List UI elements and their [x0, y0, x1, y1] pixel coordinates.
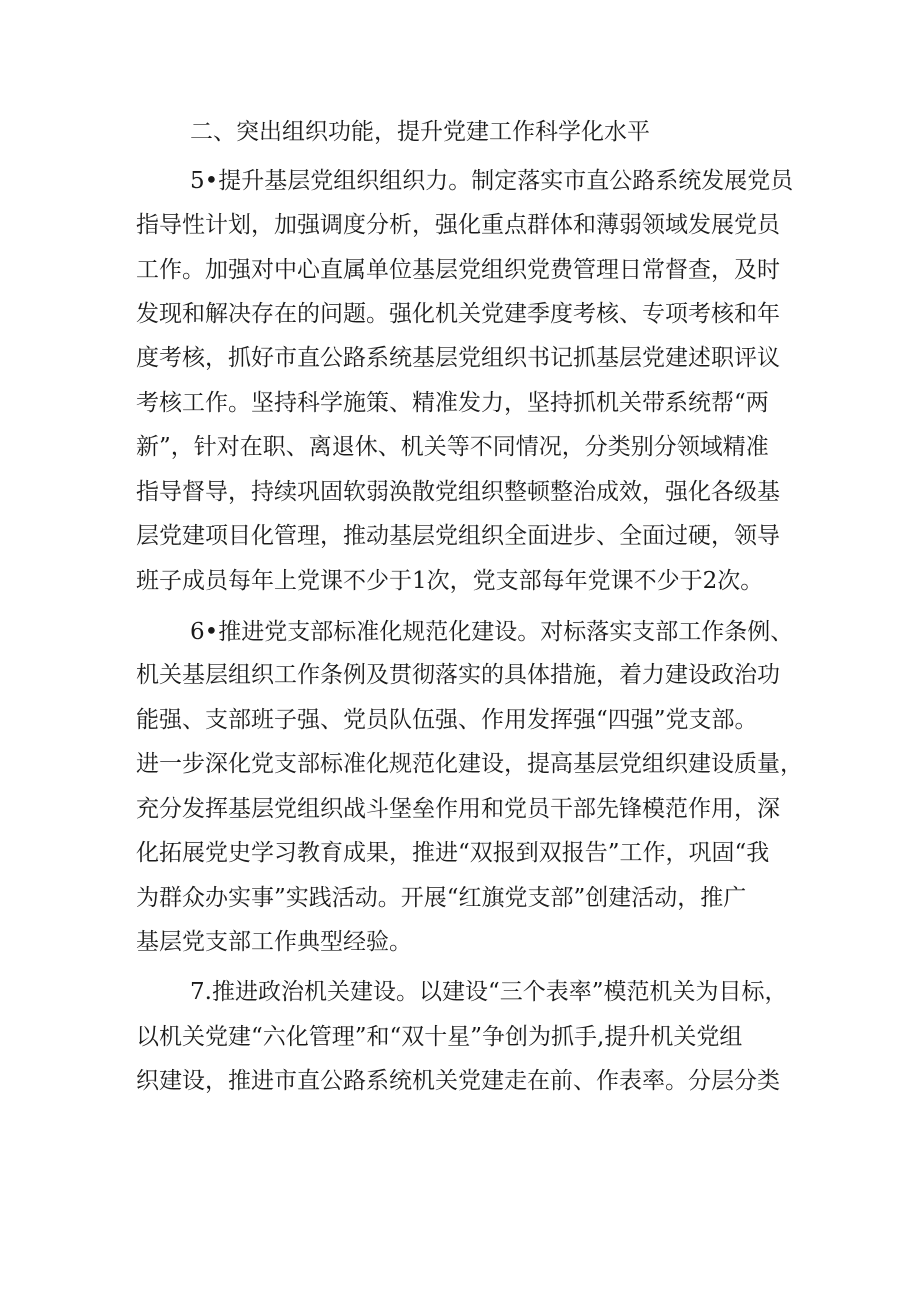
text-line: 发现和解决存在的问题。强化机关党建季度考核、专项考核和年	[136, 301, 780, 327]
text-line: 能强、支部班子强、党员队伍强、作用发挥强“四强”党支部。	[136, 707, 758, 733]
text-line: 以机关党建“六化管理”和“双十星”争创为抓手,提升机关党组	[136, 1024, 743, 1050]
text-line: 度考核，抓好市直公路系统基层党组织书记抓基层党建述职评议	[136, 345, 780, 371]
text-line: 考核工作。坚持科学施策、精准发力，坚持抓机关带系统帮“两	[136, 390, 769, 416]
text-line: 织建设，推进市直公路系统机关党建走在前、作表率。分层分类	[136, 1068, 780, 1094]
section-heading: 二、突出组织功能，提升党建工作科学化水平	[190, 119, 650, 145]
text-line: 化拓展党史学习教育成果，推进“双报到双报告”工作，巩固“我	[136, 840, 770, 866]
text-line: 为群众办实事”实践活动。开展“红旗党支部”创建活动，推广	[136, 885, 747, 911]
text-line: 指导督导，持续巩固软弱涣散党组织整顿整治成效，强化各级基	[136, 479, 780, 505]
text-line: 充分发挥基层党组织战斗堡垒作用和党员干部先锋模范作用，深	[136, 796, 780, 822]
text-line: 层党建项目化管理，推动基层党组织全面进步、全面过硬，领导	[136, 523, 780, 549]
text-line: 班子成员每年上党课不少于1次，党支部每年党课不少于2次。	[136, 568, 764, 594]
text-line: 新”，针对在职、离退休、机关等不同情况，分类别分领域精准	[136, 434, 769, 460]
text-line: 进一步深化党支部标准化规范化建设，提高基层党组织建设质量，	[136, 751, 803, 777]
text-line: 机关基层组织工作条例及贯彻落实的具体措施，着力建设政治功	[136, 662, 780, 688]
text-line: 6•推进党支部标准化规范化建设。对标落实支部工作条例、	[190, 619, 794, 645]
text-line: 5•提升基层党组织组织力。制定落实市直公路系统发展党员	[190, 168, 794, 194]
text-line: 基层党支部工作典型经验。	[136, 929, 412, 955]
text-line: 指导性计划，加强调度分析，强化重点群体和薄弱领域发展党员	[136, 212, 780, 238]
text-line: 7.推进政治机关建设。以建设“三个表率”模范机关为目标，	[190, 979, 788, 1005]
text-line: 工作。加强对中心直属单位基层党组织党费管理日常督查，及时	[136, 257, 780, 283]
